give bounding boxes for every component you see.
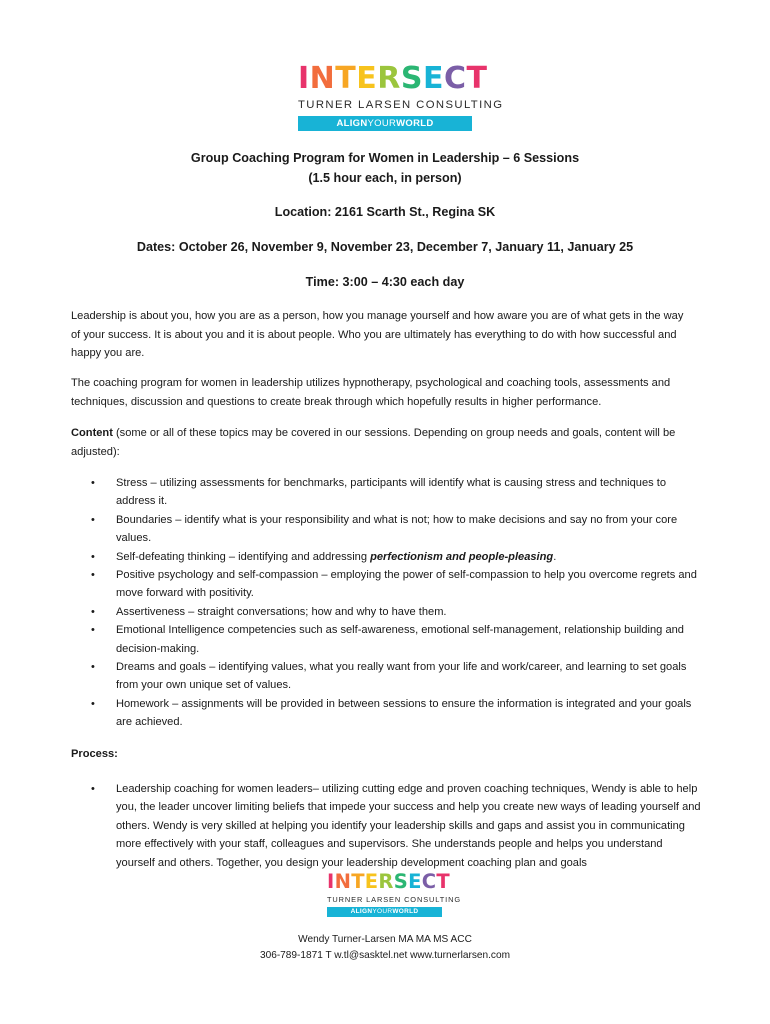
logo-wordmark xyxy=(327,870,450,893)
logo-letter: S xyxy=(393,870,409,893)
time-line: Time: 3:00 – 4:30 each day xyxy=(305,275,465,289)
bullet-icon: • xyxy=(91,783,95,795)
list-item: • Positive psychology and self-compassion – employing the power of self-compassion to help you overcome regrets and move forward with positivity. xyxy=(71,566,701,603)
footer-name: Wendy Turner-Larsen MA MA MS ACC xyxy=(298,934,472,945)
emphasis-text: perfectionism and people-pleasing xyxy=(370,550,554,563)
document-title: Group Coaching Program for Women in Leadership – 6 Sessions xyxy=(190,151,580,165)
list-item: • Boundaries – identify what is your responsibility and what is not; how to make decisions and say no from your core values. xyxy=(71,511,701,548)
logo-letter: R xyxy=(378,870,394,893)
document-subtitle: (1.5 hour each, in person) xyxy=(308,171,462,185)
intersect-logo xyxy=(298,61,504,131)
list-item: • Leadership coaching for women leaders– utilizing cutting edge and proven coaching techniques, Wendy is able to help you, the leader uncover limiting beliefs that impede your success and help you create new ways of leading yourself and others. Wendy is very skilled at helping you identify your leadership skills and gaps and assist you in communicating more effectively with your staff, colleagues and supervisors. She understands people and helps you understand yourself and others. Together, you design your leadership development coaching plan and goals xyxy=(71,780,701,872)
logo-subtitle: TURNER LARSEN CONSULTING xyxy=(327,895,461,904)
logo-wordmark xyxy=(298,61,488,96)
logo-letter: E xyxy=(408,870,422,893)
bullet-icon: • xyxy=(91,513,95,526)
list-item: • Self-defeating thinking – identifying and addressing perfectionism and people-pleasing. xyxy=(71,548,701,566)
logo-letter: T xyxy=(466,61,488,96)
logo-letter: E xyxy=(364,870,379,893)
logo-letter: S xyxy=(400,61,423,96)
logo-tagline-bar xyxy=(298,116,472,131)
list-item: • Assertiveness – straight conversations; how and why to have them. xyxy=(71,603,701,621)
location-line: Location: 2161 Scarth St., Regina SK xyxy=(274,205,496,219)
logo-letter: T xyxy=(351,870,365,893)
logo-letter: T xyxy=(436,870,450,893)
logo-letter: T xyxy=(335,61,357,96)
bullet-icon: • xyxy=(91,477,95,489)
logo-tagline-bar: ALIGNYOURWORLD xyxy=(327,907,442,917)
logo-letter: R xyxy=(377,61,401,96)
logo-letter: C xyxy=(443,61,467,96)
logo-subtitle: TURNER LARSEN CONSULTING xyxy=(298,99,504,111)
dates-line: Dates: October 26, November 9, November 23, December 7, January 11, January 25 xyxy=(136,240,634,254)
list-item: • Emotional Intelligence competencies such as self-awareness, emotional self-management, relationship building and decision-making. xyxy=(71,621,701,658)
intro-paragraph-1: Leadership is about you, how you are as a person, how you manage yourself and how aware you are of what gets in the way of your success. It is about you and it is about people. Who you are ultimately has everything to do with how successful and happy you are. xyxy=(71,310,684,359)
logo-letter: I xyxy=(298,61,310,96)
logo-letter: N xyxy=(334,870,352,893)
bullet-icon: • xyxy=(91,569,95,582)
bullet-icon: • xyxy=(91,624,95,637)
list-item: • Homework – assignments will be provided in between sessions to ensure the information is integrated and your goals are achieved. xyxy=(71,695,701,732)
process-heading: Process: xyxy=(71,748,118,760)
tagline-align: ALIGN xyxy=(336,118,368,129)
intersect-logo-footer xyxy=(327,870,461,917)
bullet-icon: • xyxy=(91,697,95,710)
content-intro xyxy=(71,424,695,461)
content-lead: (some or all of these topics may be covered in our sessions. Depending on group needs and goals, content will be adjusted): xyxy=(71,427,676,458)
process-list xyxy=(71,780,701,872)
logo-letter: I xyxy=(327,870,335,893)
list-item: • Dreams and goals – identifying values, what you really want from your life and work/career, and learning to set goals from your own unique set of values. xyxy=(71,658,701,695)
content-topic-list xyxy=(71,474,701,732)
intro-paragraph-2: The coaching program for women in leadership utilizes hypnotherapy, psychological and coaching tools, assessments and techniques, discussion and questions to create break through which hopefully results in higher performance. xyxy=(71,377,671,408)
bullet-icon: • xyxy=(91,605,95,618)
tagline-world: WORLD xyxy=(396,118,434,129)
content-label: Content xyxy=(71,427,113,439)
bullet-icon: • xyxy=(91,550,95,563)
logo-letter: E xyxy=(356,61,378,96)
logo-letter: C xyxy=(421,870,437,893)
footer-contact: 306-789-1871 T w.tl@sasktel.net www.turnerlarsen.com xyxy=(259,950,510,961)
bullet-icon: • xyxy=(91,661,95,674)
list-item: • Stress – utilizing assessments for benchmarks, participants will identify what is causing stress and techniques to address it. xyxy=(71,474,701,511)
tagline-your: YOUR xyxy=(367,118,397,129)
logo-letter: N xyxy=(309,61,336,96)
logo-letter: E xyxy=(422,61,444,96)
